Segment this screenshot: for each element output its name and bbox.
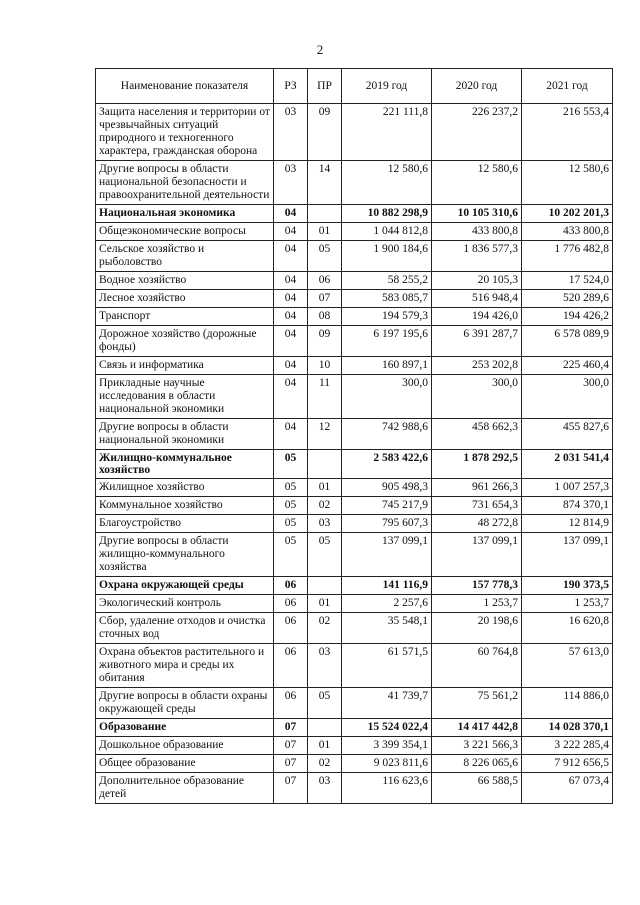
cell-rz: 05 — [274, 515, 308, 533]
cell-rz: 04 — [274, 205, 308, 223]
cell-2020: 6 391 287,7 — [432, 326, 522, 357]
page-number: 2 — [316, 42, 324, 57]
cell-2020: 516 948,4 — [432, 290, 522, 308]
cell-2020: 10 105 310,6 — [432, 205, 522, 223]
cell-pr: 05 — [308, 533, 342, 577]
cell-pr — [308, 577, 342, 595]
cell-2019: 58 255,2 — [342, 272, 432, 290]
cell-pr: 01 — [308, 595, 342, 613]
cell-2021: 194 426,2 — [522, 308, 613, 326]
cell-name: Сельское хозяйство и рыболовство — [96, 241, 274, 272]
cell-2020: 75 561,2 — [432, 688, 522, 719]
cell-name: Другие вопросы в области жилищно-коммунального хозяйства — [96, 533, 274, 577]
table-row — [96, 479, 613, 497]
cell-pr: 02 — [308, 497, 342, 515]
table-body — [96, 104, 613, 804]
cell-2019: 300,0 — [342, 375, 432, 419]
table-section-row — [96, 577, 613, 595]
cell-name: Дорожное хозяйство (дорожные фонды) — [96, 326, 274, 357]
table-row — [96, 773, 613, 804]
cell-pr: 01 — [308, 223, 342, 241]
cell-2021: 114 886,0 — [522, 688, 613, 719]
cell-pr: 03 — [308, 644, 342, 688]
table-section-row — [96, 205, 613, 223]
cell-2019: 583 085,7 — [342, 290, 432, 308]
table-row — [96, 375, 613, 419]
cell-2020: 253 202,8 — [432, 357, 522, 375]
cell-name: Благоустройство — [96, 515, 274, 533]
cell-2021: 6 578 089,9 — [522, 326, 613, 357]
cell-rz: 07 — [274, 755, 308, 773]
cell-rz: 06 — [274, 644, 308, 688]
cell-2019: 10 882 298,9 — [342, 205, 432, 223]
cell-rz: 04 — [274, 375, 308, 419]
cell-pr — [308, 450, 342, 479]
table-row — [96, 533, 613, 577]
header-2020: 2020 год — [432, 69, 522, 104]
table-row — [96, 272, 613, 290]
cell-rz: 04 — [274, 308, 308, 326]
cell-rz: 06 — [274, 688, 308, 719]
cell-2019: 3 399 354,1 — [342, 737, 432, 755]
header-pr: ПР — [308, 69, 342, 104]
cell-pr — [308, 719, 342, 737]
cell-2020: 48 272,8 — [432, 515, 522, 533]
cell-name: Прикладные научные исследования в области национальной экономики — [96, 375, 274, 419]
cell-2020: 1 836 577,3 — [432, 241, 522, 272]
cell-2021: 190 373,5 — [522, 577, 613, 595]
table-row — [96, 326, 613, 357]
cell-2019: 194 579,3 — [342, 308, 432, 326]
cell-pr: 02 — [308, 613, 342, 644]
cell-2020: 12 580,6 — [432, 161, 522, 205]
cell-name: Транспорт — [96, 308, 274, 326]
cell-2020: 1 253,7 — [432, 595, 522, 613]
table-row — [96, 161, 613, 205]
cell-2019: 41 739,7 — [342, 688, 432, 719]
cell-pr: 09 — [308, 104, 342, 161]
cell-2019: 35 548,1 — [342, 613, 432, 644]
table-row — [96, 357, 613, 375]
cell-2020: 226 237,2 — [432, 104, 522, 161]
cell-name: Связь и информатика — [96, 357, 274, 375]
cell-name: Национальная экономика — [96, 205, 274, 223]
cell-2021: 137 099,1 — [522, 533, 613, 577]
cell-2020: 157 778,3 — [432, 577, 522, 595]
cell-name: Другие вопросы в области национальной экономики — [96, 419, 274, 450]
cell-2020: 60 764,8 — [432, 644, 522, 688]
cell-pr: 01 — [308, 479, 342, 497]
table-row — [96, 419, 613, 450]
cell-2020: 8 226 065,6 — [432, 755, 522, 773]
cell-pr: 08 — [308, 308, 342, 326]
cell-2020: 20 198,6 — [432, 613, 522, 644]
table-row — [96, 241, 613, 272]
cell-2021: 1 007 257,3 — [522, 479, 613, 497]
cell-name: Дошкольное образование — [96, 737, 274, 755]
cell-2021: 1 776 482,8 — [522, 241, 613, 272]
cell-name: Лесное хозяйство — [96, 290, 274, 308]
cell-name: Коммунальное хозяйство — [96, 497, 274, 515]
cell-name: Защита населения и территории от чрезвычайных ситуаций природного и техногенного характера, гражданская оборона — [96, 104, 274, 161]
cell-2020: 66 588,5 — [432, 773, 522, 804]
cell-2020: 3 221 566,3 — [432, 737, 522, 755]
cell-2020: 961 266,3 — [432, 479, 522, 497]
cell-rz: 05 — [274, 497, 308, 515]
table-section-row — [96, 450, 613, 479]
cell-2021: 12 580,6 — [522, 161, 613, 205]
cell-pr: 12 — [308, 419, 342, 450]
cell-2019: 221 111,8 — [342, 104, 432, 161]
header-name: Наименование показателя — [96, 69, 274, 104]
table-row — [96, 104, 613, 161]
cell-2021: 67 073,4 — [522, 773, 613, 804]
cell-2019: 6 197 195,6 — [342, 326, 432, 357]
cell-2019: 742 988,6 — [342, 419, 432, 450]
cell-rz: 04 — [274, 272, 308, 290]
cell-rz: 06 — [274, 595, 308, 613]
cell-pr: 14 — [308, 161, 342, 205]
cell-pr: 03 — [308, 773, 342, 804]
cell-2020: 433 800,8 — [432, 223, 522, 241]
cell-2021: 2 031 541,4 — [522, 450, 613, 479]
cell-rz: 07 — [274, 773, 308, 804]
cell-rz: 04 — [274, 326, 308, 357]
cell-2020: 1 878 292,5 — [432, 450, 522, 479]
table-row — [96, 688, 613, 719]
cell-rz: 04 — [274, 223, 308, 241]
cell-rz: 05 — [274, 450, 308, 479]
cell-2019: 15 524 022,4 — [342, 719, 432, 737]
cell-2021: 874 370,1 — [522, 497, 613, 515]
cell-name: Жилищно-коммунальное хозяйство — [96, 450, 274, 479]
cell-2019: 2 583 422,6 — [342, 450, 432, 479]
table-section-row — [96, 719, 613, 737]
cell-pr: 05 — [308, 241, 342, 272]
cell-2019: 905 498,3 — [342, 479, 432, 497]
cell-pr: 10 — [308, 357, 342, 375]
cell-name: Сбор, удаление отходов и очистка сточных вод — [96, 613, 274, 644]
cell-name: Жилищное хозяйство — [96, 479, 274, 497]
cell-rz: 06 — [274, 577, 308, 595]
table-header-row — [96, 69, 613, 104]
header-2021: 2021 год — [522, 69, 613, 104]
table-row — [96, 737, 613, 755]
cell-2021: 300,0 — [522, 375, 613, 419]
cell-rz: 04 — [274, 290, 308, 308]
cell-2021: 14 028 370,1 — [522, 719, 613, 737]
cell-rz: 04 — [274, 419, 308, 450]
cell-name: Другие вопросы в области национальной безопасности и правоохранительной деятельности — [96, 161, 274, 205]
cell-name: Общее образование — [96, 755, 274, 773]
cell-2019: 61 571,5 — [342, 644, 432, 688]
cell-pr: 05 — [308, 688, 342, 719]
cell-2020: 458 662,3 — [432, 419, 522, 450]
cell-2020: 14 417 442,8 — [432, 719, 522, 737]
cell-2021: 225 460,4 — [522, 357, 613, 375]
cell-rz: 04 — [274, 357, 308, 375]
cell-pr: 11 — [308, 375, 342, 419]
table-row — [96, 613, 613, 644]
cell-2020: 300,0 — [432, 375, 522, 419]
cell-2019: 160 897,1 — [342, 357, 432, 375]
cell-2019: 1 044 812,8 — [342, 223, 432, 241]
header-2019: 2019 год — [342, 69, 432, 104]
cell-name: Образование — [96, 719, 274, 737]
cell-rz: 05 — [274, 479, 308, 497]
cell-2021: 455 827,6 — [522, 419, 613, 450]
cell-pr: 09 — [308, 326, 342, 357]
cell-2019: 745 217,9 — [342, 497, 432, 515]
cell-pr — [308, 205, 342, 223]
table-row — [96, 308, 613, 326]
table-row — [96, 515, 613, 533]
cell-2021: 1 253,7 — [522, 595, 613, 613]
cell-name: Дополнительное образование детей — [96, 773, 274, 804]
cell-2019: 12 580,6 — [342, 161, 432, 205]
table-row — [96, 497, 613, 515]
cell-2021: 433 800,8 — [522, 223, 613, 241]
cell-2019: 116 623,6 — [342, 773, 432, 804]
cell-name: Общеэкономические вопросы — [96, 223, 274, 241]
cell-2021: 7 912 656,5 — [522, 755, 613, 773]
cell-2021: 216 553,4 — [522, 104, 613, 161]
cell-2021: 12 814,9 — [522, 515, 613, 533]
cell-2019: 2 257,6 — [342, 595, 432, 613]
cell-2019: 141 116,9 — [342, 577, 432, 595]
cell-2021: 17 524,0 — [522, 272, 613, 290]
cell-name: Водное хозяйство — [96, 272, 274, 290]
budget-table — [95, 68, 613, 804]
cell-2020: 20 105,3 — [432, 272, 522, 290]
cell-rz: 03 — [274, 161, 308, 205]
cell-pr: 03 — [308, 515, 342, 533]
header-rz: РЗ — [274, 69, 308, 104]
cell-name: Экологический контроль — [96, 595, 274, 613]
cell-pr: 01 — [308, 737, 342, 755]
table-row — [96, 595, 613, 613]
cell-2020: 194 426,0 — [432, 308, 522, 326]
cell-2020: 137 099,1 — [432, 533, 522, 577]
cell-name: Охрана окружающей среды — [96, 577, 274, 595]
cell-2021: 16 620,8 — [522, 613, 613, 644]
cell-pr: 06 — [308, 272, 342, 290]
cell-rz: 07 — [274, 737, 308, 755]
cell-name: Другие вопросы в области охраны окружающей среды — [96, 688, 274, 719]
table-row — [96, 223, 613, 241]
cell-2021: 10 202 201,3 — [522, 205, 613, 223]
cell-2019: 1 900 184,6 — [342, 241, 432, 272]
cell-2019: 795 607,3 — [342, 515, 432, 533]
table-row — [96, 644, 613, 688]
cell-2019: 9 023 811,6 — [342, 755, 432, 773]
cell-rz: 06 — [274, 613, 308, 644]
cell-rz: 07 — [274, 719, 308, 737]
table-row — [96, 755, 613, 773]
cell-2021: 3 222 285,4 — [522, 737, 613, 755]
cell-rz: 03 — [274, 104, 308, 161]
table-row — [96, 290, 613, 308]
cell-2021: 520 289,6 — [522, 290, 613, 308]
cell-pr: 02 — [308, 755, 342, 773]
cell-rz: 04 — [274, 241, 308, 272]
cell-2020: 731 654,3 — [432, 497, 522, 515]
cell-pr: 07 — [308, 290, 342, 308]
cell-2021: 57 613,0 — [522, 644, 613, 688]
cell-rz: 05 — [274, 533, 308, 577]
cell-name: Охрана объектов растительного и животного мира и среды их обитания — [96, 644, 274, 688]
cell-2019: 137 099,1 — [342, 533, 432, 577]
